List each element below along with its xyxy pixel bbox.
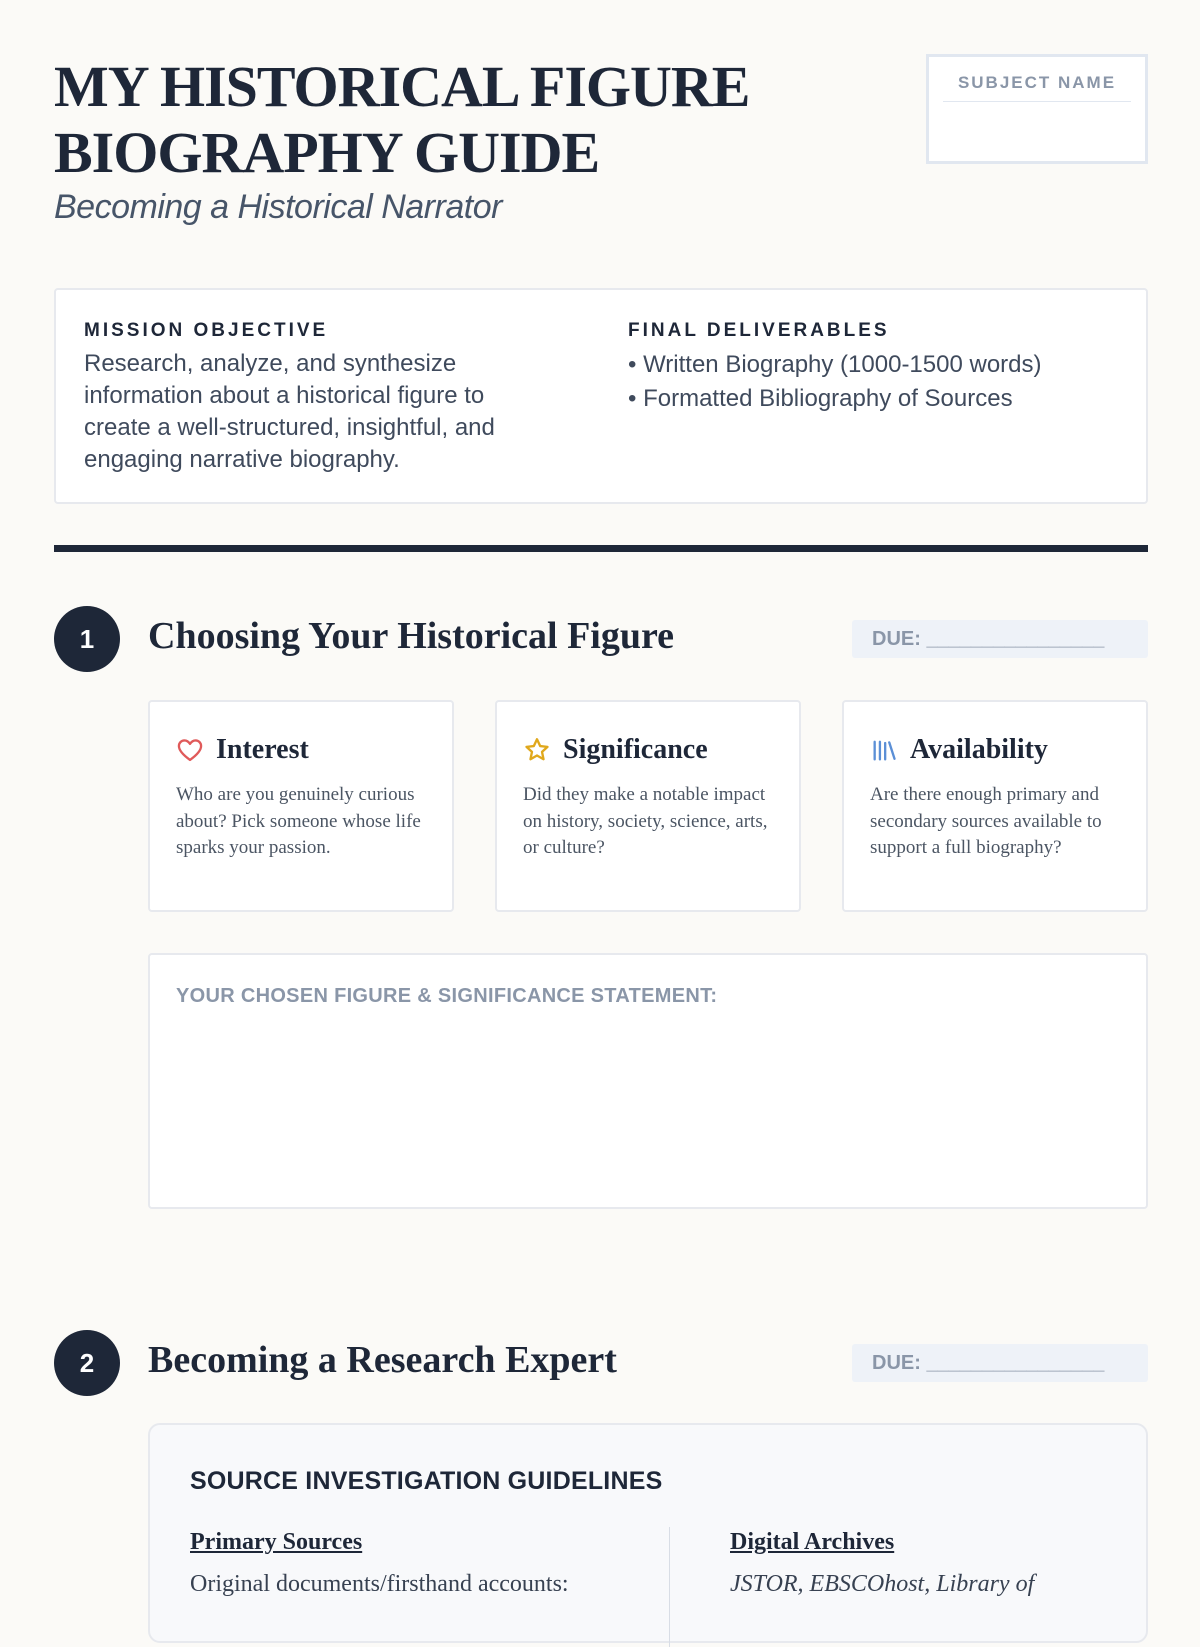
card-title: Availability bbox=[910, 734, 1048, 765]
section-2-due-field[interactable]: DUE: ________________ bbox=[852, 1344, 1148, 1382]
mission-objective-text: Research, analyze, and synthesize information about a historical figure to create a well-structured, insightful, and engaging narrative biography. bbox=[84, 350, 495, 473]
final-deliverables bbox=[628, 320, 1108, 416]
card-title: Interest bbox=[216, 734, 309, 765]
card-text: Did they make a notable impact on history, society, science, arts, or culture? bbox=[523, 784, 768, 858]
criteria-card-significance bbox=[495, 700, 801, 912]
section-1-due-field[interactable]: DUE: ________________ bbox=[852, 620, 1148, 658]
page-title bbox=[54, 54, 874, 186]
star-icon bbox=[523, 736, 551, 764]
card-header bbox=[523, 732, 773, 768]
criteria-card-availability bbox=[842, 700, 1148, 912]
deliverable-item: • Formatted Bibliography of Sources bbox=[628, 382, 1108, 416]
chosen-figure-statement-field[interactable] bbox=[148, 953, 1148, 1209]
deliverables-list bbox=[628, 348, 1108, 416]
source-guidelines-panel bbox=[148, 1423, 1148, 1643]
primary-sources bbox=[190, 1529, 630, 1600]
primary-sources-text: Original documents/firsthand accounts: bbox=[190, 1571, 569, 1597]
guidelines-column-divider bbox=[669, 1527, 670, 1647]
section-2-number-badge: 2 bbox=[54, 1330, 120, 1396]
criteria-card-interest bbox=[148, 700, 454, 912]
title-line-2: BIOGRAPHY GUIDE bbox=[54, 120, 600, 185]
guidelines-title: SOURCE INVESTIGATION GUIDELINES bbox=[190, 1467, 663, 1495]
subject-name-label: SUBJECT NAME bbox=[943, 73, 1131, 102]
section-divider bbox=[54, 545, 1148, 552]
mission-panel bbox=[54, 288, 1148, 504]
primary-sources-heading: Primary Sources bbox=[190, 1529, 363, 1555]
criteria-cards bbox=[148, 700, 1148, 912]
mission-objective-heading: MISSION OBJECTIVE bbox=[84, 320, 329, 341]
card-title: Significance bbox=[563, 734, 708, 765]
page-subtitle: Becoming a Historical Narrator bbox=[54, 188, 502, 226]
card-header bbox=[870, 732, 1120, 768]
section-1-number-badge: 1 bbox=[54, 606, 120, 672]
digital-archives-text: JSTOR, EBSCOhost, Library of bbox=[730, 1571, 1035, 1597]
heart-icon bbox=[176, 736, 204, 764]
worksheet-page bbox=[54, 0, 1148, 1600]
card-text: Are there enough primary and secondary sources available to support a full biography? bbox=[870, 784, 1102, 858]
title-line-1: MY HISTORICAL FIGURE bbox=[54, 54, 750, 119]
final-deliverables-heading: FINAL DELIVERABLES bbox=[628, 320, 890, 341]
digital-archives-heading: Digital Archives bbox=[730, 1529, 895, 1555]
card-header bbox=[176, 732, 426, 768]
section-1-title: Choosing Your Historical Figure bbox=[148, 615, 675, 657]
statement-label: YOUR CHOSEN FIGURE & SIGNIFICANCE STATEMENT: bbox=[176, 985, 718, 1007]
deliverable-item: • Written Biography (1000-1500 words) bbox=[628, 348, 1108, 382]
digital-archives bbox=[730, 1529, 1170, 1600]
books-icon bbox=[870, 736, 898, 764]
section-2-title: Becoming a Research Expert bbox=[148, 1339, 617, 1381]
mission-objective bbox=[84, 320, 524, 476]
subject-name-field[interactable] bbox=[926, 54, 1148, 164]
card-text: Who are you genuinely curious about? Pick someone whose life sparks your passion. bbox=[176, 784, 421, 858]
